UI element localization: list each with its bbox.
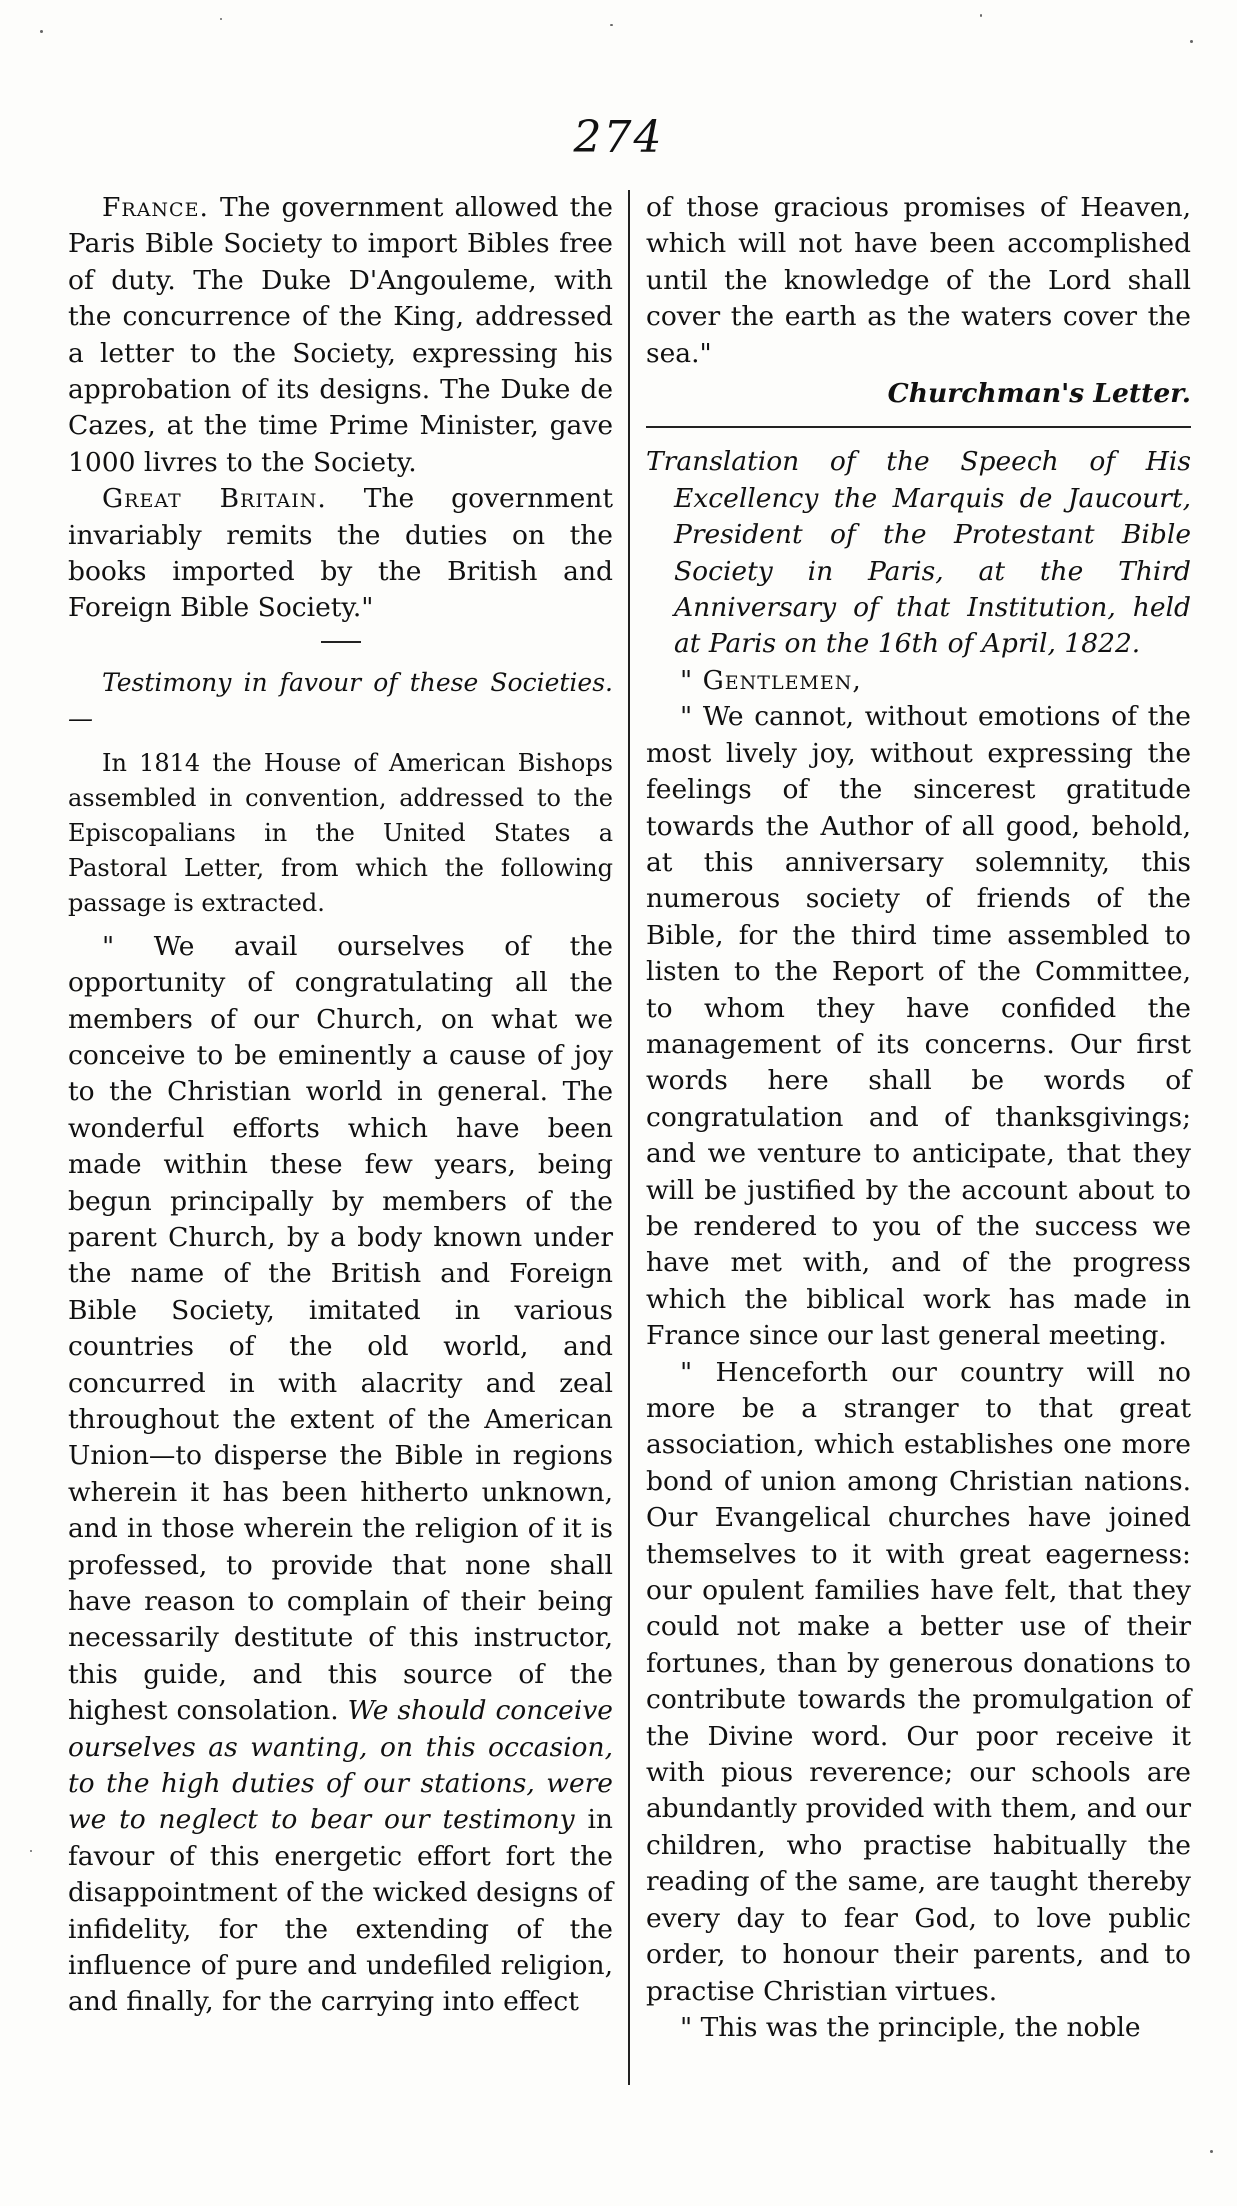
speech-paragraph-1: " We cannot, without emotions of the most lively joy, without expressing the feelings of the sincerest gratitude towards the Author of all good, behold, at this anniversary solemnity, this numerous society of friends of the Bible, for the third time assembled to listen to the Report of the Committee, to whom they have confided the management of its concerns. Our first words here shall be words of congratulation and of thanksgivings; and we venture to anticipate, that they will be justified by the account about to be rendered to you of the success we have met with, and of the progress which the biblical work has made in France since our last general meeting. <box>646 701 1191 1352</box>
bishops-quote-italic: We should conceive ourselves as wanting, on this occasion, to the high duties of our stations, were we to neglect to bear our testimony <box>68 1695 613 1836</box>
section-rule <box>646 426 1191 428</box>
britain-paragraph <box>68 481 613 627</box>
left-column <box>68 190 613 2021</box>
bishops-quote <box>68 929 613 2021</box>
right-column <box>646 190 1191 2046</box>
salutation: " Gentlemen, <box>680 664 862 696</box>
scan-speck <box>30 1850 32 1852</box>
testimony-heading: Testimony in favour of these Societies.— <box>68 667 613 734</box>
scan-speck <box>610 24 613 26</box>
france-paragraph <box>68 190 613 481</box>
letter-signature: Churchman's Letter. <box>887 378 1191 410</box>
britain-text: The government invariably remits the duties on the books imported by the British and Foreign Bible Society." <box>68 483 613 624</box>
britain-heading: Great Britain. <box>102 483 327 515</box>
testimony-intro: In 1814 the House of American Bishops assembled in convention, addressed to the Episcopalians in the United States a Pastoral Letter, from which the following passage is extracted. <box>68 748 613 917</box>
translation-title: Translation of the Speech of His Excellency the Marquis de Jaucourt, President of the Protestant Bible Society in Paris, at the Third Anniversary of that Institution, held at Paris on the 16th of April, 1822. <box>646 446 1191 660</box>
france-heading: France. <box>102 192 209 223</box>
france-text: The government allowed the Paris Bible Society to import Bibles free of duty. The Duke D'Angouleme, with the concurrence of the King, addressed a letter to the Society, expressing his approbation of its designs. The Duke de Cazes, at the time Prime Minister, gave 1000 livres to the Society. <box>68 192 613 478</box>
scan-speck <box>1190 40 1193 43</box>
bishops-quote-part2: in favour of this energetic effort fort the disappointment of the wicked designs of infidelity, for the extending of the influence of pure and undefiled religion, and finally, for the carrying into effect <box>68 1804 613 2018</box>
speech-paragraph-3: " This was the principle, the noble <box>680 2011 1141 2043</box>
scan-speck <box>220 18 222 20</box>
scan-speck <box>1210 2150 1213 2153</box>
column-divider <box>628 190 630 2085</box>
bishops-quote-part1: " We avail ourselves of the opportunity of congratulating all the members of our Church, on what we conceive to be eminently a cause of joy to the Christian world in general. The wonderful efforts which have been made within these few years, being begun principally by members of the parent Church, by a body known under the name of the British and Foreign Bible Society, imitated in various countries of the old world, and concurred in with alacrity and zeal throughout the extent of the American Union—to disperse the Bible in regions wherein it has been hitherto unknown, and in those wherein the religion of it is professed, to provide that none shall have reason to complain of their being necessarily destitute of this instructor, this guide, and this source of the highest consolation. <box>68 930 613 1727</box>
continuation-text: of those gracious promises of Heaven, which will not have been accomplished until the knowledge of the Lord shall cover the earth as the waters cover the sea." <box>646 192 1191 369</box>
section-divider <box>321 641 361 643</box>
scan-speck <box>40 30 43 33</box>
scan-speck <box>980 14 982 17</box>
speech-paragraph-2: " Henceforth our country will no more be a stranger to that great association, which establishes one more bond of union among Christian nations. Our Evangelical churches have joined themselves to it with great eagerness: our opulent families have felt, that they could not make a better use of their fortunes, than by generous donations to contribute towards the promulgation of the Divine word. Our poor receive it with pious reverence; our schools are abundantly provided with them, and our children, who practise habitually the reading of the same, are taught thereby every day to fear God, to love public order, to honour their parents, and to practise Christian virtues. <box>646 1356 1191 2007</box>
page-number: 274 <box>573 112 664 163</box>
